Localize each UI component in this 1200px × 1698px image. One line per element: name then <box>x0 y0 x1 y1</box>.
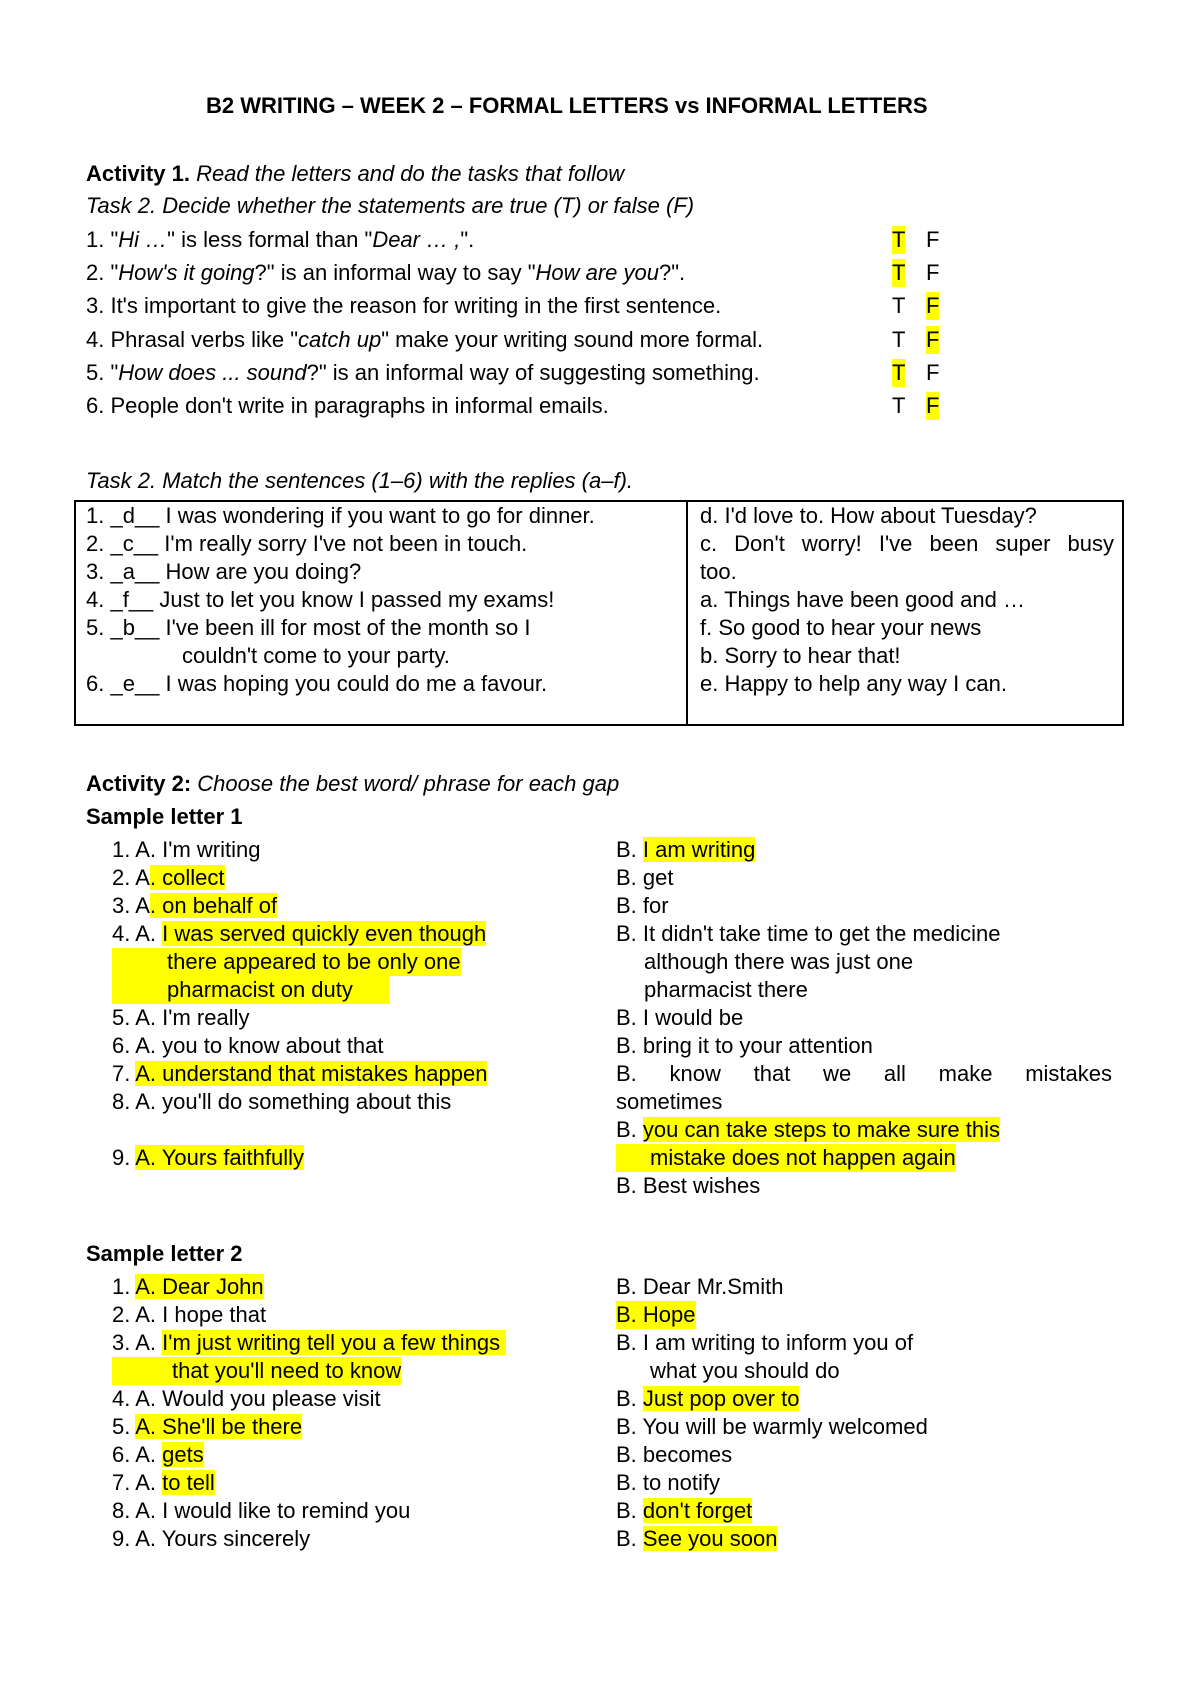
activity2-instruction: Choose the best word/ phrase for each gap <box>197 771 620 796</box>
tf-answer-t: T <box>892 360 906 385</box>
letter1-option-a: 3. A. on behalf of <box>112 893 278 918</box>
match-reply: b. Sorry to hear that! <box>700 643 901 668</box>
letter2-option-b: B. becomes <box>616 1442 733 1467</box>
match-sentence-cont: couldn't come to your party. <box>182 643 450 668</box>
letter1-option-a: 6. A. you to know about that <box>112 1033 384 1058</box>
letter1-option-a: 2. A. collect <box>112 865 225 890</box>
letter2-option-b: B. You will be warmly welcomed <box>616 1414 928 1439</box>
tf-answer-t: T <box>892 227 906 252</box>
letter1-option-b-cont: mistake does not happen again <box>616 1144 956 1172</box>
match-sentence: 6. _e__ I was hoping you could do me a favour. <box>86 671 548 696</box>
task-tf-heading: Task 2. Decide whether the statements are true (T) or false (F) <box>86 193 695 218</box>
match-reply: e. Happy to help any way I can. <box>700 671 1007 696</box>
activity2-header <box>86 770 619 798</box>
match-reply-cont: too. <box>700 559 737 584</box>
match-sentence: 1. _d__ I was wondering if you want to go for dinner. <box>86 503 595 528</box>
letter1-option-a: 9. A. Yours faithfully <box>112 1145 305 1170</box>
letter2-option-a-cont: that you'll need to know <box>112 1357 401 1385</box>
letter2-option-a: 5. A. She'll be there <box>112 1414 303 1439</box>
letter2-option-b: B. I am writing to inform you of <box>616 1330 914 1355</box>
activity1-label: Activity 1. <box>86 161 190 186</box>
match-reply: c. Don't worry! I've been super busy <box>700 531 1114 556</box>
match-table-divider <box>686 500 688 726</box>
letter1-option-b: B. Best wishes <box>616 1173 761 1198</box>
activity1-instruction: Read the letters and do the tasks that follow <box>196 161 625 186</box>
letter1-option-b: B. It didn't take time to get the medicine <box>616 921 1001 946</box>
match-sentence: 2. _c__ I'm really sorry I've not been in touch. <box>86 531 528 556</box>
tf-option-t: T <box>892 327 906 352</box>
letter1-option-b-cont: sometimes <box>616 1089 723 1114</box>
tf-statement: 2. "How's it going?" is an informal way to say "How are you?". <box>86 260 686 285</box>
sample-letter-2-heading: Sample letter 2 <box>86 1241 243 1266</box>
letter1-option-a: 7. A. understand that mistakes happen <box>112 1061 488 1086</box>
letter1-option-b: B. bring it to your attention <box>616 1033 873 1058</box>
letter2-option-a: 3. A. I'm just writing tell you a few things <box>112 1330 507 1355</box>
match-sentence: 3. _a__ How are you doing? <box>86 559 362 584</box>
activity1-header <box>86 160 624 188</box>
tf-answer-f: F <box>926 327 940 352</box>
tf-option-f: F <box>926 227 940 252</box>
tf-option-f: F <box>926 260 940 285</box>
letter2-option-a: 8. A. I would like to remind you <box>112 1498 411 1523</box>
letter1-option-b: B. get <box>616 865 674 890</box>
letter2-option-b: B. Dear Mr.Smith <box>616 1274 784 1299</box>
letter1-option-b: B. know that we all make mistakes <box>616 1061 1112 1086</box>
letter1-option-a: 1. A. I'm writing <box>112 837 261 862</box>
letter2-option-b: B. See you soon <box>616 1526 778 1551</box>
letter2-option-b: B. don't forget <box>616 1498 753 1523</box>
tf-option-t: T <box>892 393 906 418</box>
letter1-option-a: 4. A. I was served quickly even though <box>112 921 487 946</box>
letter2-option-a: 1. A. Dear John <box>112 1274 264 1299</box>
letter2-option-a: 2. A. I hope that <box>112 1302 267 1327</box>
letter1-option-b: B. I am writing <box>616 837 756 862</box>
page-title: B2 WRITING – WEEK 2 – FORMAL LETTERS vs INFORMAL LETTERS <box>206 93 928 118</box>
letter1-option-b: B. I would be <box>616 1005 744 1030</box>
letter2-option-b-cont: what you should do <box>650 1358 840 1383</box>
match-sentence: 5. _b__ I've been ill for most of the month so I <box>86 615 531 640</box>
letter2-option-a: 6. A. gets <box>112 1442 204 1467</box>
tf-statement: 1. "Hi …" is less formal than "Dear … ,". <box>86 227 475 252</box>
match-reply: d. I'd love to. How about Tuesday? <box>700 503 1037 528</box>
letter1-option-a-cont: pharmacist on duty <box>112 976 389 1004</box>
letter1-option-a: 5. A. I'm really <box>112 1005 250 1030</box>
letter2-option-a: 4. A. Would you please visit <box>112 1386 381 1411</box>
tf-answer-t: T <box>892 260 906 285</box>
letter1-option-b-cont: although there was just one <box>644 949 914 974</box>
activity2-label: Activity 2: <box>86 771 192 796</box>
match-reply: f. So good to hear your news <box>700 615 982 640</box>
letter2-option-a: 9. A. Yours sincerely <box>112 1526 311 1551</box>
tf-statement: 3. It's important to give the reason for writing in the first sentence. <box>86 293 722 318</box>
letter1-option-a-cont: there appeared to be only one <box>112 948 461 976</box>
letter2-option-b: B. to notify <box>616 1470 720 1495</box>
tf-answer-f: F <box>926 393 940 418</box>
letter2-option-b: B. Hope <box>616 1302 696 1327</box>
letter2-option-b: B. Just pop over to <box>616 1386 800 1411</box>
tf-option-t: T <box>892 293 906 318</box>
task-match-heading: Task 2. Match the sentences (1–6) with the replies (a–f). <box>86 468 634 493</box>
letter1-option-a: 8. A. you'll do something about this <box>112 1089 452 1114</box>
tf-statement: 6. People don't write in paragraphs in informal emails. <box>86 393 609 418</box>
sample-letter-1-heading: Sample letter 1 <box>86 804 243 829</box>
tf-statement: 4. Phrasal verbs like "catch up" make your writing sound more formal. <box>86 327 764 352</box>
tf-option-f: F <box>926 360 940 385</box>
match-sentence: 4. _f__ Just to let you know I passed my exams! <box>86 587 555 612</box>
tf-answer-f: F <box>926 293 940 318</box>
tf-statement: 5. "How does ... sound?" is an informal way of suggesting something. <box>86 360 760 385</box>
letter1-option-b-cont: pharmacist there <box>644 977 808 1002</box>
letter1-option-b: B. for <box>616 893 669 918</box>
letter2-option-a: 7. A. to tell <box>112 1470 215 1495</box>
match-reply: a. Things have been good and … <box>700 587 1025 612</box>
letter1-option-b: B. you can take steps to make sure this <box>616 1117 1000 1142</box>
